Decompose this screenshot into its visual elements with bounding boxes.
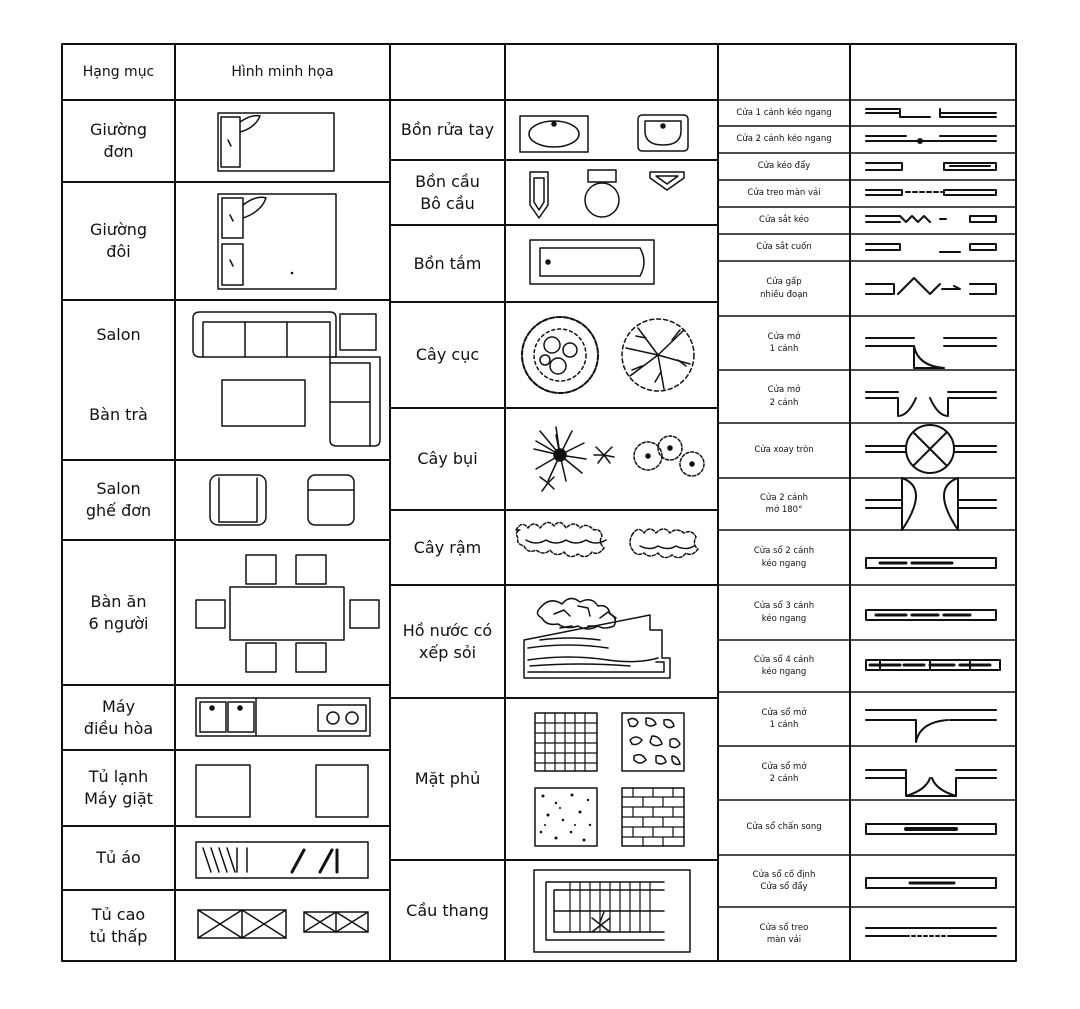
fixture-label-bathtub: Bồn tắm bbox=[413, 253, 482, 273]
door-window-label-curtain-door: Cửa treo màn vải bbox=[747, 188, 821, 199]
illustration-header: Hình minh họa bbox=[231, 63, 334, 80]
door-window-symbols bbox=[866, 109, 1000, 936]
door-window-label-curtain-window: Cửa sổ treo màn vải bbox=[759, 922, 809, 945]
door-window-label-sliding-window-4: Cửa sổ 4 cánh kéo ngang bbox=[753, 654, 815, 677]
surface-patterns-symbol bbox=[535, 713, 684, 846]
door-window-label-swing-door-2: Cửa mở 2 cánh bbox=[767, 385, 801, 408]
trees-symbol bbox=[522, 317, 694, 393]
washbasins-symbol bbox=[520, 115, 688, 152]
fixture-label-pond: Hồ nước có xếp sỏi bbox=[402, 620, 493, 662]
door-window-label-sliding-door-2: Cửa 2 cánh kéo ngang bbox=[736, 134, 832, 145]
door-window-label-rolling-door: Cửa sắt cuốn bbox=[756, 242, 812, 253]
furniture-label-wardrobe: Tủ áo bbox=[96, 848, 141, 868]
door-window-label-swing-door-1: Cửa mở 1 cánh bbox=[767, 331, 801, 354]
furniture-label-kitchen-counter: Máy điều hòa bbox=[83, 696, 154, 738]
furniture-label-cabinets: Tủ cao tủ thấp bbox=[89, 904, 148, 946]
fixture-label-toilets: Bồn cầu Bô cầu bbox=[415, 171, 480, 213]
single-bed-symbol bbox=[218, 113, 334, 171]
toilets-symbol bbox=[530, 170, 684, 218]
fixture-label-surface-patterns: Mặt phủ bbox=[414, 769, 481, 789]
furniture-label-sofa-set: Salon bbox=[96, 325, 141, 345]
shrubs-symbol bbox=[534, 427, 704, 491]
door-window-label-door-180: Cửa 2 cánh mở 180° bbox=[760, 492, 808, 515]
furniture-label-armchairs: Salon ghế đơn bbox=[85, 479, 152, 520]
pond-symbol bbox=[524, 598, 670, 678]
category-header: Hạng mục bbox=[82, 63, 155, 80]
door-window-label-casement-window-2: Cửa sổ mở 2 cánh bbox=[761, 761, 807, 784]
door-window-label-barred-window: Cửa sổ chấn song bbox=[746, 822, 822, 833]
fixture-label-hedges: Cây rậm bbox=[413, 537, 482, 557]
furniture-label-single-bed: Giường đơn bbox=[89, 120, 148, 161]
furniture-label-dining-table: Bàn ăn 6 người bbox=[88, 591, 149, 633]
furniture-label-coffee-table: Bàn trà bbox=[89, 405, 148, 425]
bathtub-symbol bbox=[530, 240, 654, 284]
cabinets-symbol bbox=[198, 910, 368, 938]
sofa-set-symbol bbox=[193, 312, 380, 446]
fixture-label-washbasins: Bồn rửa tay bbox=[400, 120, 495, 140]
hedges-symbol bbox=[516, 522, 698, 557]
wardrobe-symbol bbox=[196, 842, 368, 878]
door-window-label-push-pull-door: Cửa kéo đẩy bbox=[757, 161, 811, 172]
double-bed-symbol bbox=[218, 194, 336, 289]
kitchen-counter-symbol bbox=[196, 698, 370, 736]
door-window-label-sliding-window-2: Cửa sổ 2 cánh kéo ngang bbox=[753, 546, 815, 569]
fixture-label-shrubs: Cây bụi bbox=[417, 449, 478, 469]
furniture-label-fridge-washer: Tủ lạnh Máy giặt bbox=[84, 767, 153, 808]
door-window-label-sliding-door-1: Cửa 1 cánh kéo ngang bbox=[736, 107, 832, 118]
dining-table-symbol bbox=[196, 555, 379, 672]
furniture-label-double-bed: Giường đôi bbox=[89, 220, 148, 261]
fixture-label-trees: Cây cục bbox=[415, 345, 480, 365]
armchairs-symbol bbox=[210, 475, 354, 525]
fridge-washer-symbol bbox=[196, 765, 368, 817]
door-window-label-revolving-door: Cửa xoay tròn bbox=[754, 445, 814, 456]
door-window-label-sliding-window-3: Cửa sổ 3 cánh kéo ngang bbox=[753, 601, 815, 624]
door-window-label-folding-door: Cửa gấp nhiều đoạn bbox=[760, 277, 808, 300]
door-window-label-casement-window-1: Cửa sổ mở 1 cánh bbox=[761, 707, 807, 730]
fixture-label-staircase: Cầu thang bbox=[406, 900, 489, 920]
door-window-label-iron-sliding-door: Cửa sắt kéo bbox=[759, 215, 809, 226]
staircase-symbol bbox=[534, 870, 690, 952]
door-window-label-fixed-window: Cửa sổ cố định Cửa sổ đẩy bbox=[752, 869, 816, 892]
